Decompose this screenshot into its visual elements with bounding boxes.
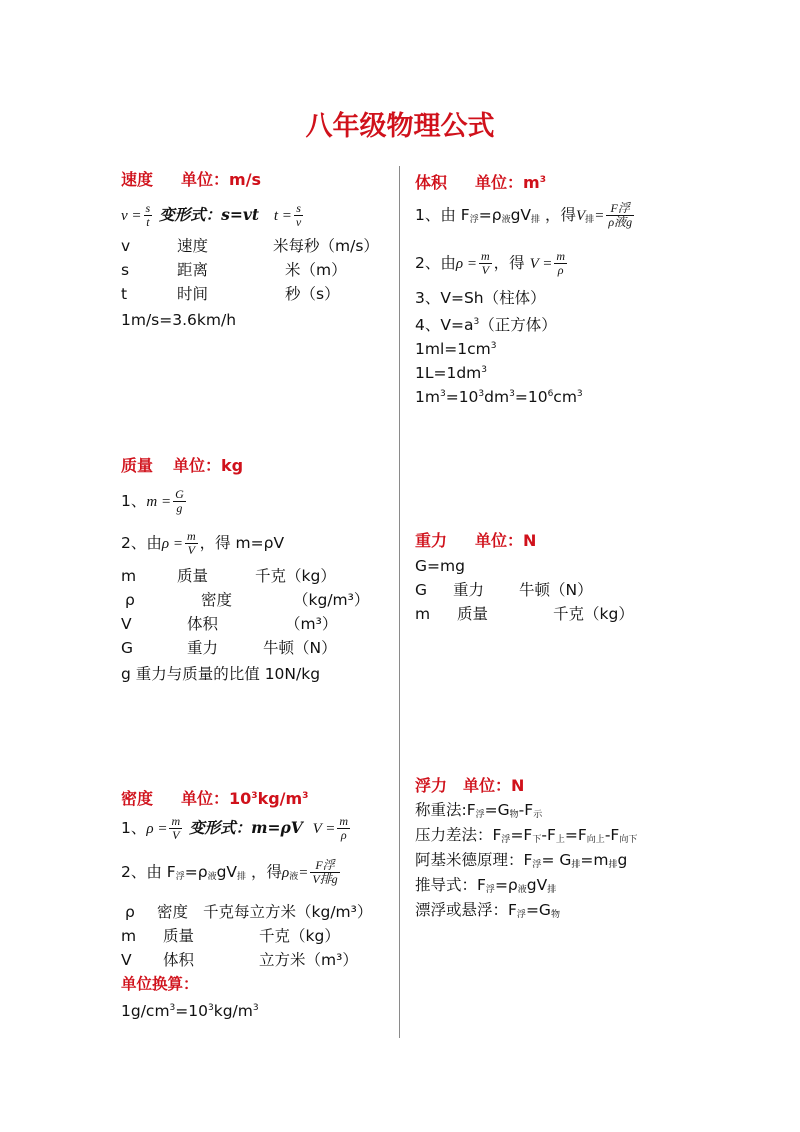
- volume-line-7: $1m^3=10^3dm^3=10^6cm^3$: [415, 388, 583, 406]
- mass-row: ρ 密度 （kg/m³）: [125, 591, 370, 609]
- density-line-1: 1、ρ = $\frac{m}{V}$ 变形式：m=ρV V = $\frac{m}{\rho}$: [121, 814, 349, 842]
- column-divider: [399, 166, 400, 1038]
- gravity-formula: G=mg: [415, 557, 465, 575]
- gravity-row: G 重力 牛顿（N）: [415, 581, 593, 599]
- buoyancy-line-5: 漂浮或悬浮：$F_浮=G_物$: [415, 901, 560, 920]
- density-row: V 体积 立方米（m³）: [121, 951, 358, 969]
- mass-row-ratio: g 重力与质量的比值 10N/kg: [121, 665, 321, 683]
- gravity-row: m 质量 千克（kg）: [415, 605, 634, 623]
- volume-line-4: 4、$V=a^3$（正方体）: [415, 316, 557, 334]
- volume-line-2: 2、由ρ = $\frac{m}{V}$ ，得 V = $\frac{m}{\rho}$: [415, 249, 566, 277]
- volume-heading: 体积 单位：$m^3$: [415, 173, 546, 192]
- volume-line-3: 3、V=Sh（柱体）: [415, 289, 546, 307]
- mass-row: V 体积 （m³）: [121, 615, 338, 633]
- mass-heading: 质量 单位：kg: [121, 456, 244, 475]
- density-heading: 密度 单位：$10^3kg/m^3$: [121, 789, 309, 808]
- density-row: m 质量 千克（kg）: [121, 927, 340, 945]
- density-line-2: 2、由 $F_浮=\rho_液gV_排$ ，得$\rho_液=$ $\frac{\text{F浮}}{\text{V排g}}$: [121, 858, 338, 886]
- mass-line-2: 2、由ρ = $\frac{m}{V}$ ，得 m=ρV: [121, 529, 285, 557]
- density-conversion: $1g/cm^3=10^3kg/m^3$: [121, 1002, 259, 1020]
- mass-line-1: 1、m = $\frac{G}{g}$: [121, 487, 184, 515]
- volume-line-5: $1ml=1cm^3$: [415, 340, 497, 358]
- buoyancy-heading: 浮力 单位：N: [415, 776, 525, 795]
- buoyancy-line-2: 压力差法：$F_浮=F_下-F_上=F_{向上}-F_{向下}$: [415, 826, 638, 845]
- buoyancy-line-4: 推导式：$F_浮=\rho_液gV_排$: [415, 876, 557, 895]
- gravity-heading: 重力 单位：N: [415, 531, 537, 550]
- speed-row: s 距离 米（m）: [121, 261, 347, 279]
- volume-line-1: 1、由 $F_浮=\rho_液gV_排$ ，得$V_排=$ $\frac{\text{F浮}}{\text{ρ液g}}$: [415, 201, 633, 229]
- density-row: ρ 密度 千克每立方米（kg/m³）: [125, 903, 373, 921]
- page-title: 八年级物理公式: [305, 111, 495, 142]
- mass-row: G 重力 牛顿（N）: [121, 639, 337, 657]
- volume-line-6: $1L=1dm^3$: [415, 364, 488, 382]
- buoyancy-line-3: 阿基米德原理：$F_浮= G_排=m_排g$: [415, 851, 628, 870]
- mass-row: m 质量 千克（kg）: [121, 567, 336, 585]
- density-conversion-heading: 单位换算：: [121, 975, 199, 993]
- buoyancy-line-1: 称重法$:F_浮=G_物-F_示$: [415, 801, 543, 820]
- speed-formula: v = $\frac{s}{t}$ 变形式：s=vt t = $\frac{s}{v}$: [121, 201, 302, 229]
- speed-conversion: 1m/s=3.6km/h: [121, 311, 237, 329]
- speed-row: v 速度 米每秒（m/s）: [121, 237, 379, 255]
- speed-heading: 速度 单位：m/s: [121, 170, 262, 189]
- speed-row: t 时间 秒（s）: [121, 285, 340, 303]
